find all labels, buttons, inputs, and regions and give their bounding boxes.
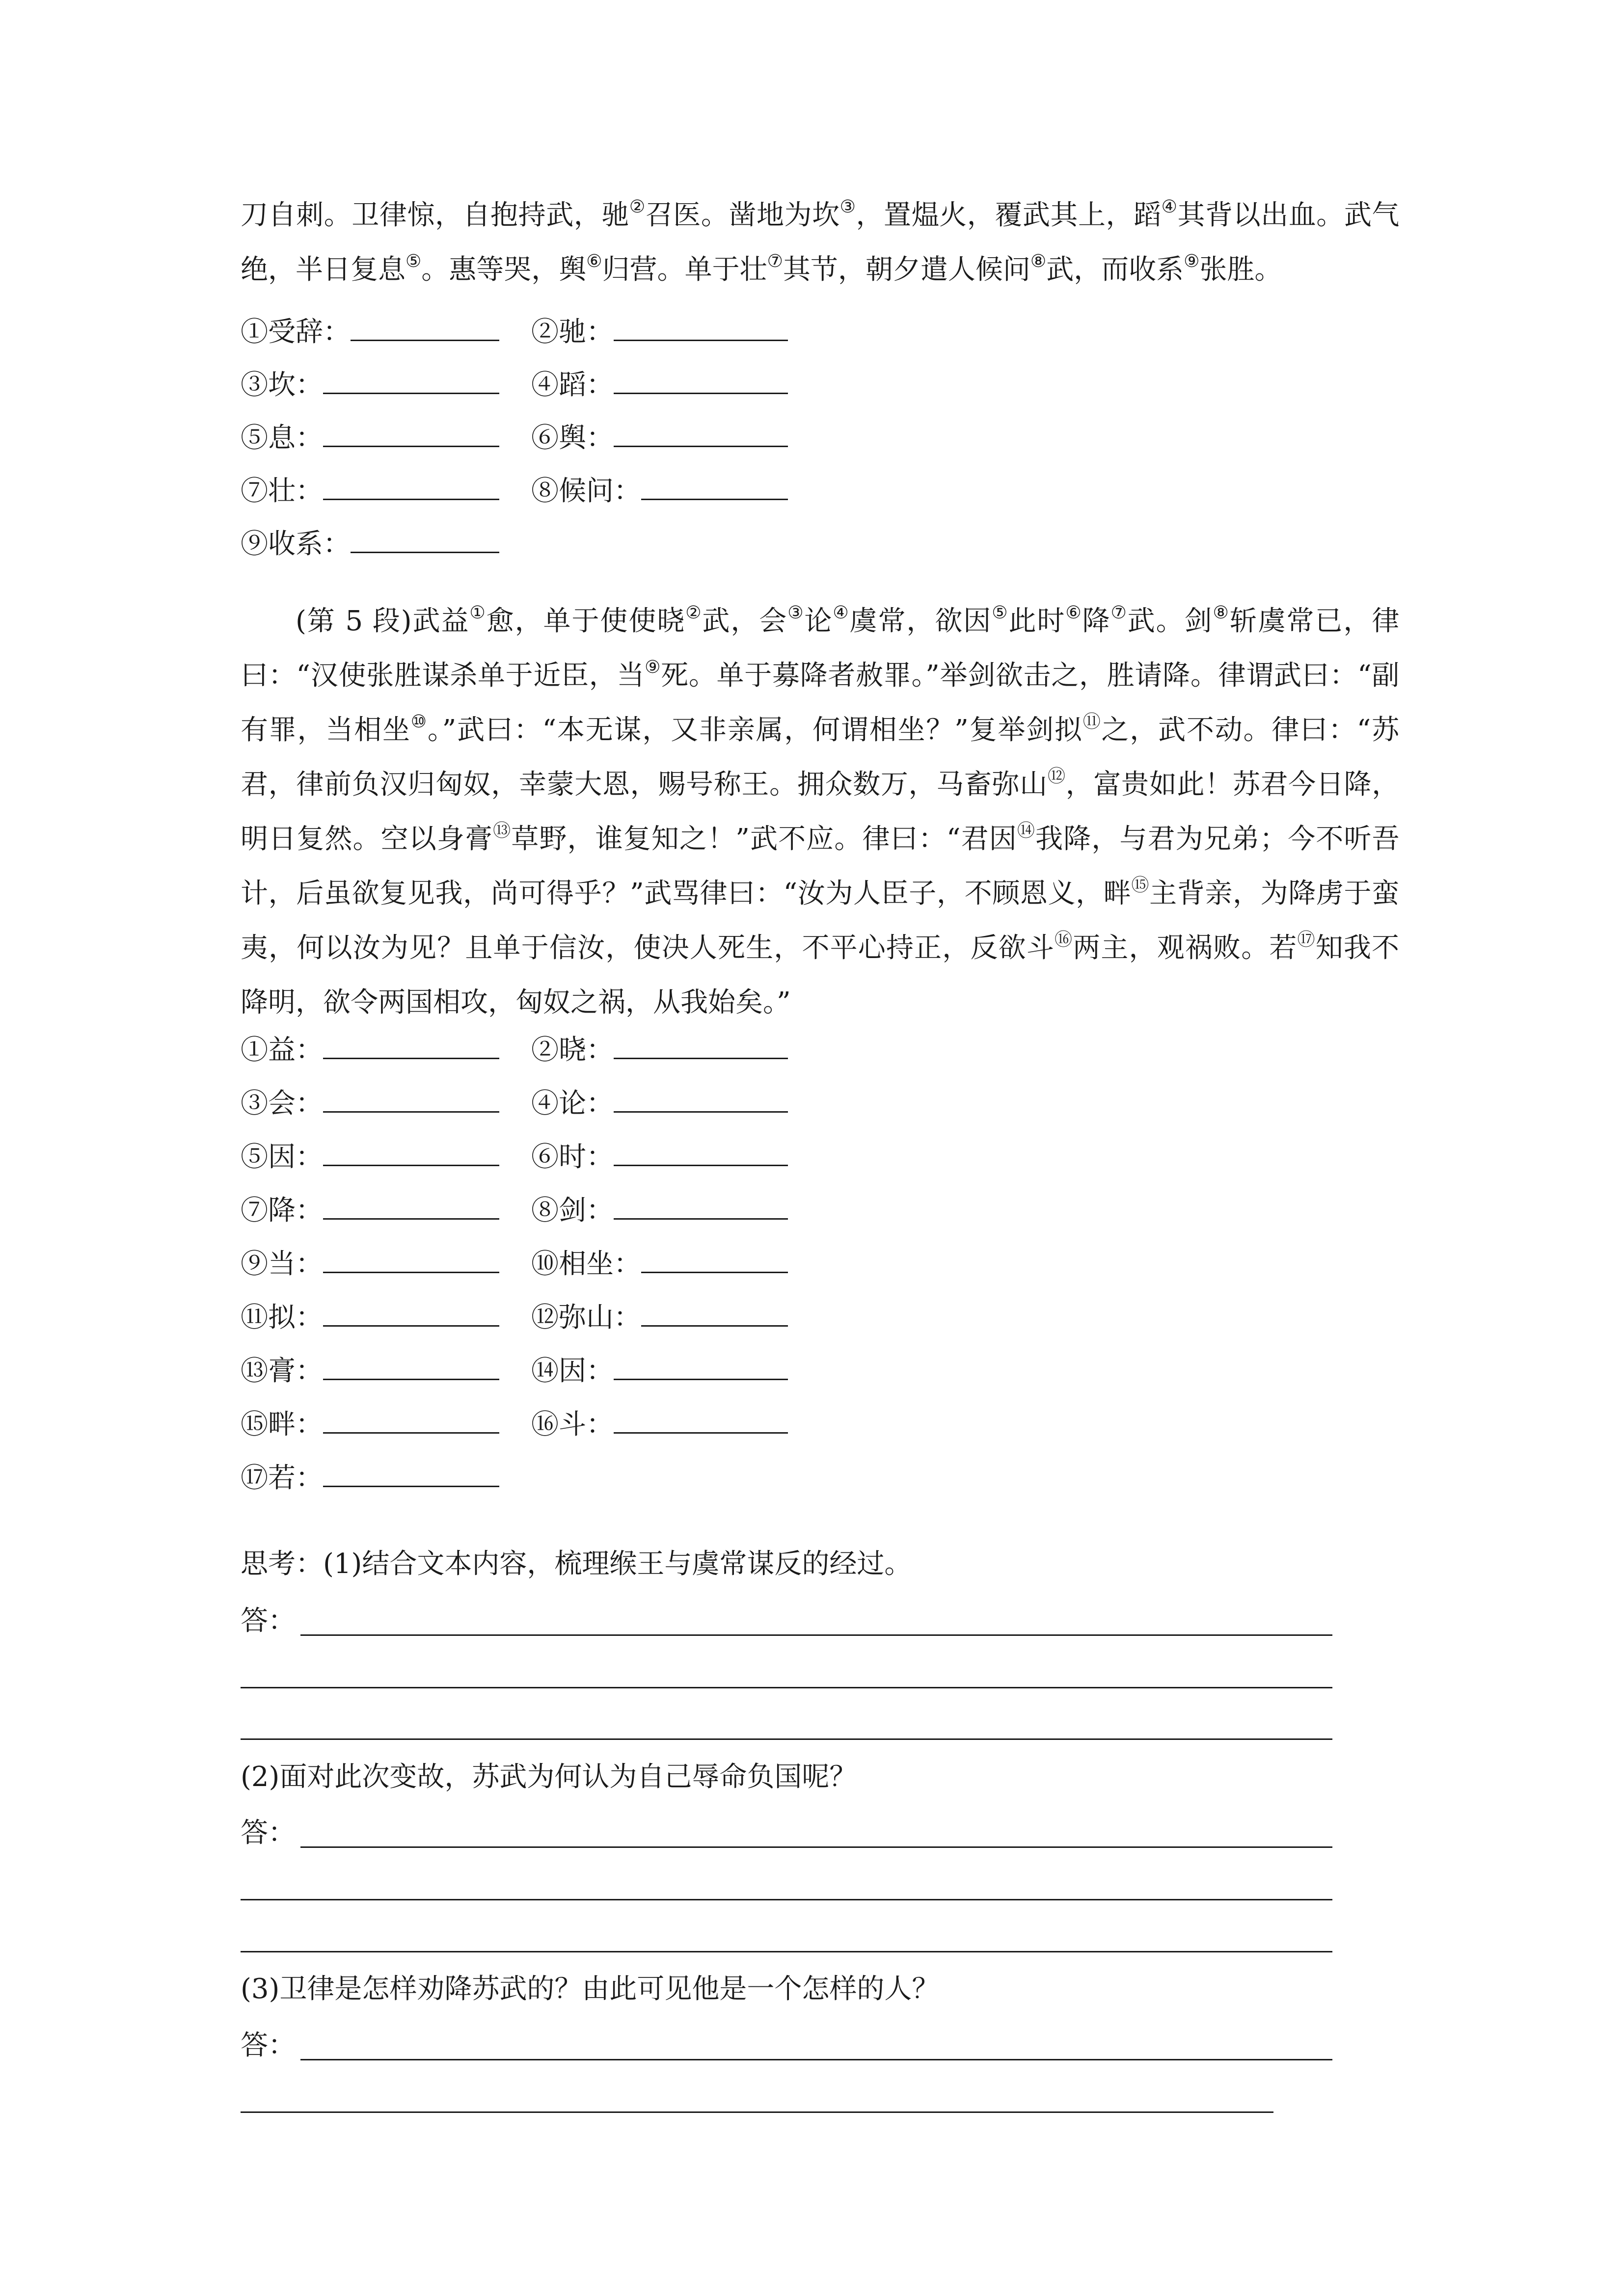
vocab-label: ⑨当：	[241, 1248, 323, 1280]
question-2: (2)面对此次变故，苏武为何认为自己辱命负国呢？	[241, 1761, 857, 1793]
answer-blank[interactable]	[323, 1246, 499, 1273]
vocab-label: ①益：	[241, 1034, 323, 1066]
vocab-item	[531, 314, 788, 348]
vocab-item	[241, 1353, 499, 1388]
answer-blank[interactable]	[614, 314, 788, 341]
answer-blank[interactable]	[614, 367, 788, 394]
answer-blank[interactable]	[323, 1353, 499, 1380]
vocab-item	[241, 1246, 499, 1281]
vocab-item	[241, 473, 499, 507]
answer-blank[interactable]	[323, 1139, 499, 1166]
question-3: (3)卫律是怎样劝降苏武的？由此可见他是一个怎样的人？	[241, 1973, 940, 2005]
answer-line[interactable]	[241, 1899, 1332, 1900]
answer-blank[interactable]	[614, 1407, 788, 1434]
answer-line[interactable]	[241, 1951, 1332, 1952]
passage-paragraph-5: (第 5 段)武益①愈，单于使使晓②武，会③论④虞常，欲因⑤此时⑥降⑦武。剑⑧斩虞常已，律曰：“汉使张胜谋杀单于近臣，当⑨死。单于募降者赦罪。”举剑欲击之，胜请降。律谓武曰：“副有罪，当相坐⑩。”武曰：“本无谋，又非亲属，何谓相坐？”复举剑拟⑪之，武不动。律曰：“苏君，律前负汉归匈奴，幸蒙大恩，赐号称王。拥众数万，马畜弥山⑫，富贵如此！苏君今日降，明日复然。空以身膏⑬草野，谁复知之！”武不应。律曰：“君因⑭我降，与君为兄弟；今不听吾计，后虽欲复见我，尚可得乎？”武骂律曰：“汝为人臣子，不顾恩义，畔⑮主背亲，为降虏于蛮夷，何以汝为见？且单于信汝，使决人死生，不平心持正，反欲斗⑯两主，观祸败。若⑰知我不降明，欲令两国相攻，匈奴之祸，从我始矣。”	[241, 603, 1400, 1018]
vocab-item	[241, 314, 499, 348]
vocab-label: ⑥时：	[531, 1141, 614, 1173]
vocab-item	[531, 1086, 788, 1120]
answer-line[interactable]	[241, 1687, 1332, 1688]
vocab-item	[241, 420, 499, 454]
answer-blank[interactable]	[351, 526, 499, 553]
answer-blank[interactable]	[614, 420, 788, 447]
vocab-item	[531, 473, 788, 507]
vocab-label: ⑪拟：	[241, 1302, 323, 1334]
vocab-label: ⑩相坐：	[531, 1248, 641, 1280]
vocab-item	[241, 367, 499, 401]
vocab-label: ⑤息：	[241, 422, 323, 454]
vocab-label: ④论：	[531, 1088, 614, 1120]
vocab-item	[531, 1407, 788, 1441]
answer-label-3: 答：	[241, 2029, 296, 2061]
vocab-label: ⑬膏：	[241, 1355, 323, 1387]
answer-blank[interactable]	[614, 1353, 788, 1380]
vocab-item	[241, 526, 499, 561]
vocab-label: ⑮畔：	[241, 1409, 323, 1441]
answer-blank[interactable]	[323, 1086, 499, 1113]
vocab-item	[531, 367, 788, 401]
vocab-label: ①受辞：	[241, 316, 351, 348]
vocab-label: ⑧候问：	[531, 475, 641, 507]
answer-blank[interactable]	[323, 473, 499, 500]
vocab-label: ⑤因：	[241, 1141, 323, 1173]
vocab-label: ③坎：	[241, 369, 323, 401]
vocab-label: ④蹈：	[531, 369, 614, 401]
answer-line[interactable]	[241, 1738, 1332, 1740]
vocab-item	[531, 1139, 788, 1174]
answer-blank[interactable]	[323, 1300, 499, 1327]
answer-label-2: 答：	[241, 1817, 296, 1849]
vocab-item	[241, 1407, 499, 1441]
vocab-item	[531, 1193, 788, 1227]
answer-blank[interactable]	[614, 1086, 788, 1113]
answer-blank[interactable]	[641, 1246, 788, 1273]
vocab-item	[241, 1193, 499, 1227]
vocab-item	[241, 1086, 499, 1120]
vocab-item	[241, 1460, 499, 1495]
vocab-item	[531, 1246, 788, 1281]
answer-blank[interactable]	[323, 1193, 499, 1220]
answer-blank[interactable]	[614, 1193, 788, 1220]
vocab-label: ③会：	[241, 1088, 323, 1120]
vocab-item	[241, 1139, 499, 1174]
answer-blank[interactable]	[641, 1300, 788, 1327]
vocab-label: ⑥舆：	[531, 422, 614, 454]
answer-label-1: 答：	[241, 1605, 296, 1637]
passage-paragraph-4: 刀自刺。卫律惊，自抱持武，驰②召医。凿地为坎③，置煴火，覆武其上，蹈④其背以出血。武气绝，半日复息⑤。惠等哭，舆⑥归营。单于壮⑦其节，朝夕遣人候问⑧武，而收系⑨张胜。	[241, 197, 1400, 286]
vocab-label: ⑧剑：	[531, 1195, 614, 1227]
answer-blank[interactable]	[323, 420, 499, 447]
answer-blank[interactable]	[323, 1407, 499, 1434]
answer-line[interactable]	[300, 1634, 1332, 1636]
vocab-label: ⑦壮：	[241, 475, 323, 507]
vocab-label: ②晓：	[531, 1034, 614, 1066]
answer-blank[interactable]	[323, 1032, 499, 1059]
vocab-label: ⑨收系：	[241, 528, 351, 560]
vocab-label: ⑫弥山：	[531, 1302, 641, 1334]
vocab-item	[531, 1032, 788, 1067]
vocab-item	[241, 1032, 499, 1067]
vocab-label: ⑯斗：	[531, 1409, 614, 1441]
answer-blank[interactable]	[351, 314, 499, 341]
vocab-label: ⑭因：	[531, 1355, 614, 1387]
vocab-item	[531, 1300, 788, 1334]
answer-line[interactable]	[300, 1846, 1332, 1848]
vocab-label: ②驰：	[531, 316, 614, 348]
answer-blank[interactable]	[323, 367, 499, 394]
answer-blank[interactable]	[323, 1460, 499, 1487]
question-1: 思考：(1)结合文本内容，梳理缑王与虞常谋反的经过。	[241, 1548, 912, 1580]
answer-line[interactable]	[241, 2111, 1273, 2113]
vocab-label: ⑰若：	[241, 1462, 323, 1494]
vocab-label: ⑦降：	[241, 1195, 323, 1227]
answer-line[interactable]	[300, 2059, 1332, 2060]
vocab-item	[241, 1300, 499, 1334]
answer-blank[interactable]	[614, 1032, 788, 1059]
vocab-item	[531, 1353, 788, 1388]
answer-blank[interactable]	[641, 473, 788, 500]
vocab-item	[531, 420, 788, 454]
answer-blank[interactable]	[614, 1139, 788, 1166]
